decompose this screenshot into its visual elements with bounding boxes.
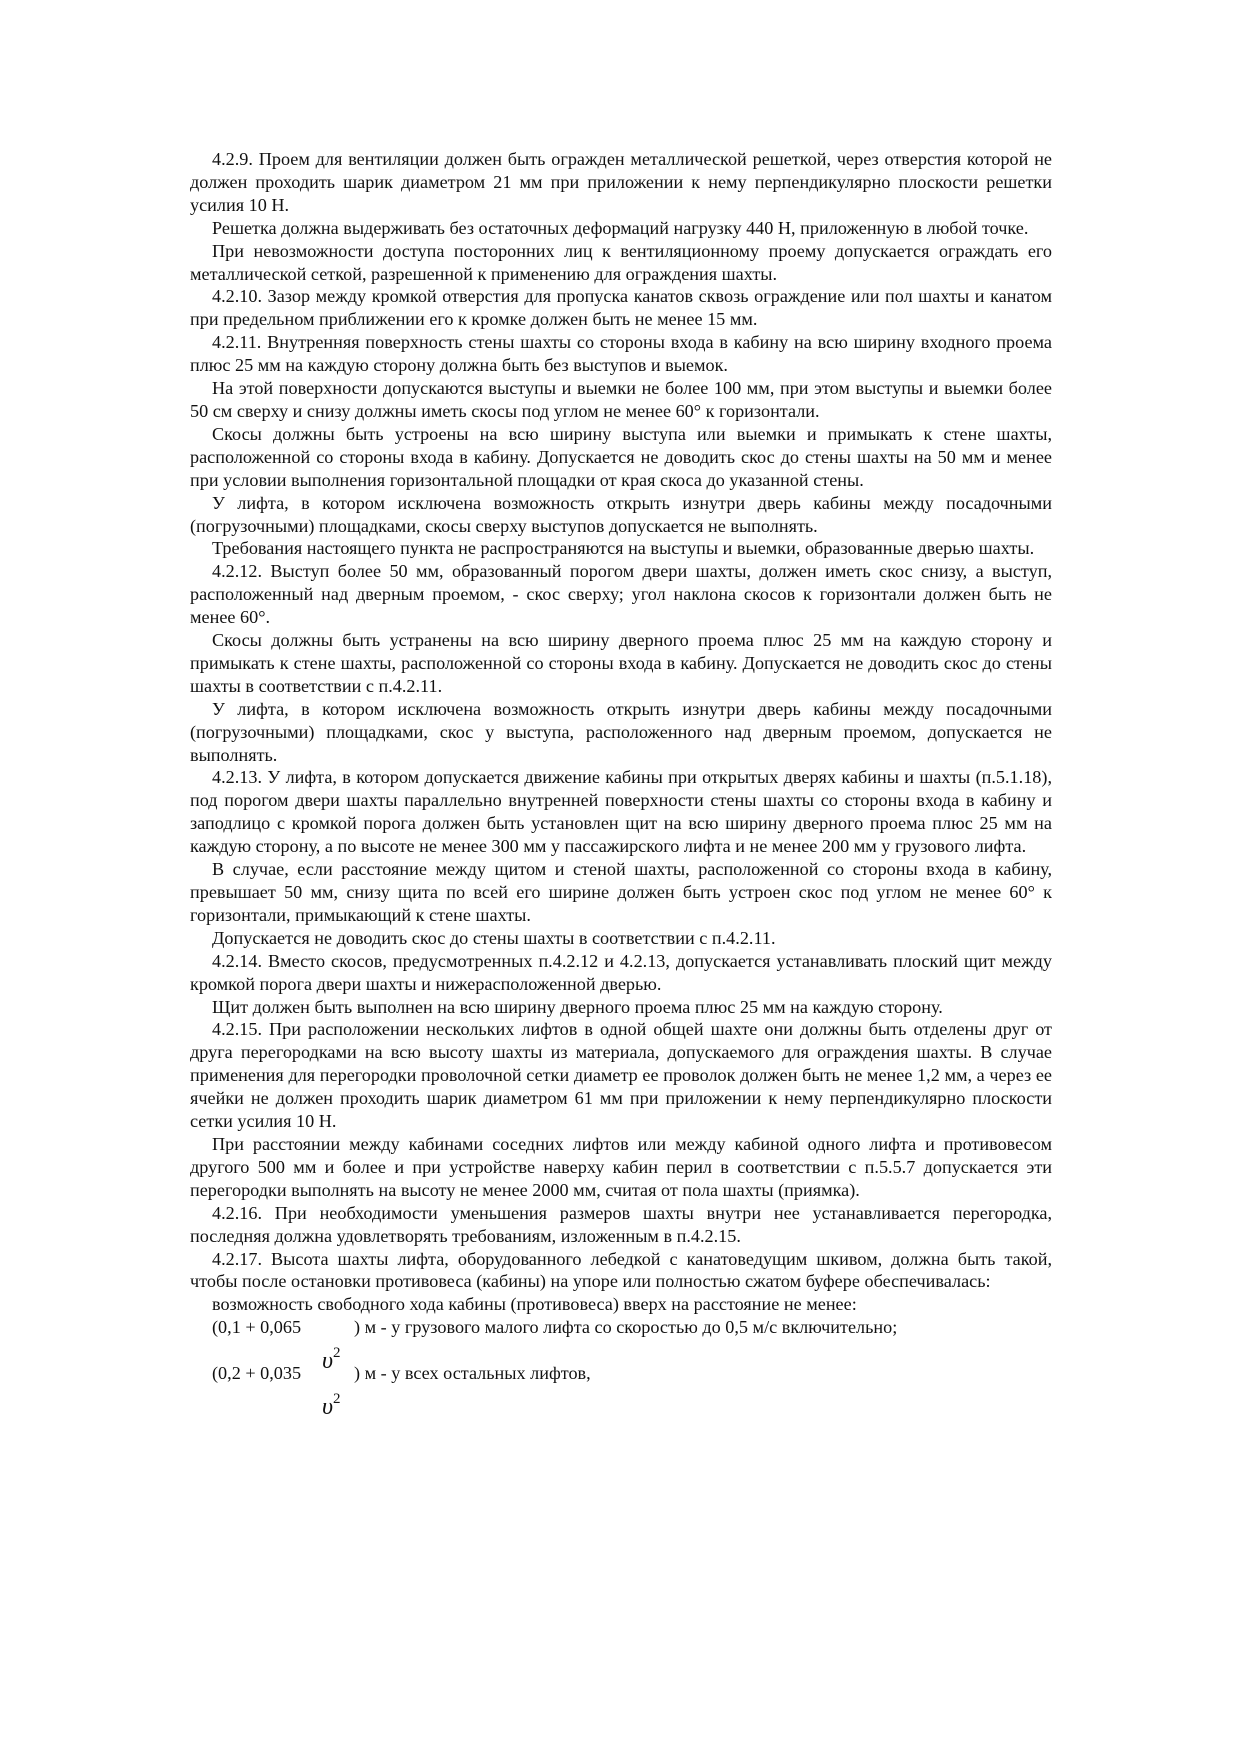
paragraph: Скосы должны быть устранены на всю ширину дверного проема плюс 25 мм на каждую сторону и примыкать к стене шахты, расположенной со стороны входа в кабину. Допускается не доводить скос до стены шахты в соответствии с п.4.2.11. xyxy=(190,630,1052,696)
paragraph: На этой поверхности допускаются выступы и выемки не более 100 мм, при этом выступы и выемки более 50 см сверху и снизу должны иметь скосы под углом не менее 60° к горизонтали. xyxy=(190,378,1052,421)
paragraph: Допускается не доводить скос до стены шахты в соответствии с п.4.2.11. xyxy=(212,927,776,948)
paragraph: Щит должен быть выполнен на всю ширину дверного проема плюс 25 мм на каждую сторону. xyxy=(212,996,943,1017)
paragraph: Решетка должна выдерживать без остаточных деформаций нагрузку 440 Н, приложенную в любой точке. xyxy=(212,217,1029,238)
paragraph: У лифта, в котором исключена возможность открыть изнутри дверь кабины между посадочными (погрузочными) площадками, скосы сверху выступов допускается не выполнять. xyxy=(190,492,1052,536)
formula-prefix: (0,1 + 0,065 xyxy=(212,1317,302,1338)
paragraph-4-2-12: 4.2.12. Выступ более 50 мм, образованный порогом двери шахты, должен иметь скос снизу, а выступ, расположенный над дверным проемом, - скос сверху; угол наклона скосов к горизонтали должен быть не менее 60°. xyxy=(190,561,1052,628)
velocity-symbol: υ xyxy=(322,1348,334,1375)
paragraph-4-2-15: 4.2.15. При расположении нескольких лифтов в одной общей шахте они должны быть отделены друг от друга перегородками на всю высоту шахты из материала, допускаемого для ограждения шахты. В случае применения для перегородки проволочной сетки диаметр ее проволок должен быть не менее 1,2 мм, а через ее ячейки не должен проходить шарик диаметром 61 мм при приложении к нему перпендикулярно плоскости сетки усилия 10 Н. xyxy=(190,1019,1052,1132)
paragraph-4-2-10: 4.2.10. Зазор между кромкой отверстия для пропуска канатов сквозь ограждение или пол шахты и канатом при предельном приближении его к кромке должен быть не менее 15 мм. xyxy=(190,286,1052,330)
paragraph: В случае, если расстояние между щитом и стеной шахты, расположенной со стороны входа в кабину, превышает 50 мм, снизу щита по всей его ширине должен быть устроен скос под углом не менее 60° к горизонтали, примыкающий к стене шахты. xyxy=(190,859,1052,925)
paragraph-4-2-17: 4.2.17. Высота шахты лифта, оборудованного лебедкой с канатоведущим шкивом, должна быть такой, чтобы после остановки противовеса (кабины) на упоре или полностью сжатом буфере обеспечивалась: xyxy=(190,1248,1052,1292)
paragraph-4-2-11: 4.2.11. Внутренняя поверхность стены шахты со стороны входа в кабину на всю ширину входного проема плюс 25 мм на каждую сторону должна быть без выступов и выемок. xyxy=(190,332,1052,376)
formula-prefix: (0,2 + 0,035 xyxy=(212,1363,302,1384)
paragraph-4-2-16: 4.2.16. При необходимости уменьшения размеров шахты внутри нее устанавливается перегородка, последняя должна удовлетворять требованиям, изложенным в п.4.2.15. xyxy=(190,1202,1052,1246)
paragraph-4-2-14: 4.2.14. Вместо скосов, предусмотренных п.4.2.12 и 4.2.13, допускается устанавливать плоский щит между кромкой порога двери шахты и нижерасположенной дверью. xyxy=(190,950,1052,994)
velocity-squared xyxy=(322,1387,341,1419)
paragraph: Требования настоящего пункта не распространяются на выступы и выемки, образованные дверью шахты. xyxy=(212,538,1035,559)
formula-line xyxy=(190,1362,1052,1421)
paragraph-4-2-9: 4.2.9. Проем для вентиляции должен быть огражден металлической решеткой, через отверстия которой не должен проходить шарик диаметром 21 мм при приложении к нему перпендикулярно плоскости решетки усилия 10 Н. xyxy=(190,149,1052,215)
paragraph: При расстоянии между кабинами соседних лифтов или между кабиной одного лифта и противовесом другого 500 мм и более и при устройстве наверху кабин перил в соответствии с п.5.5.7 допускается эти перегородки выполнять на высоту не менее 2000 мм, считая от пола шахты (приямка). xyxy=(190,1133,1052,1200)
formula-suffix: ) м - у грузового малого лифта со скоростью до 0,5 м/с включительно; xyxy=(354,1317,898,1338)
document-page xyxy=(190,148,1052,1421)
paragraph: При невозможности доступа посторонних лиц к вентиляционному проему допускается ограждать его металлической сеткой, разрешенной к применению для ограждения шахты. xyxy=(190,240,1052,284)
velocity-symbol: υ xyxy=(322,1394,334,1421)
paragraph: У лифта, в котором исключена возможность открыть изнутри дверь кабины между посадочными (погрузочными) площадками, скос у выступа, расположенного над дверным проемом, допускается не выполнять. xyxy=(190,698,1052,765)
paragraph-4-2-13: 4.2.13. У лифта, в котором допускается движение кабины при открытых дверях кабины и шахты (п.5.1.18), под порогом двери шахты параллельно внутренней поверхности стены шахты со стороны входа в кабину и заподлицо с кромкой порога должен быть установлен щит на всю ширину дверного проема плюс 25 мм на каждую сторону, а по высоте не менее 300 мм у пассажирского лифта и не менее 200 мм у грузового лифта. xyxy=(190,767,1052,857)
formula-suffix: ) м - у всех остальных лифтов, xyxy=(354,1363,591,1384)
exponent: 2 xyxy=(333,1345,341,1362)
exponent: 2 xyxy=(333,1391,341,1408)
paragraph: Скосы должны быть устроены на всю ширину выступа или выемки и примыкать к стене шахты, расположенной со стороны входа в кабину. Допускается не доводить скос до стены шахты на 50 мм и менее при условии выполнения горизонтальной площадки от края скоса до указанной стены. xyxy=(190,423,1052,490)
paragraph: возможность свободного хода кабины (противовеса) вверх на расстояние не менее: xyxy=(212,1294,857,1315)
